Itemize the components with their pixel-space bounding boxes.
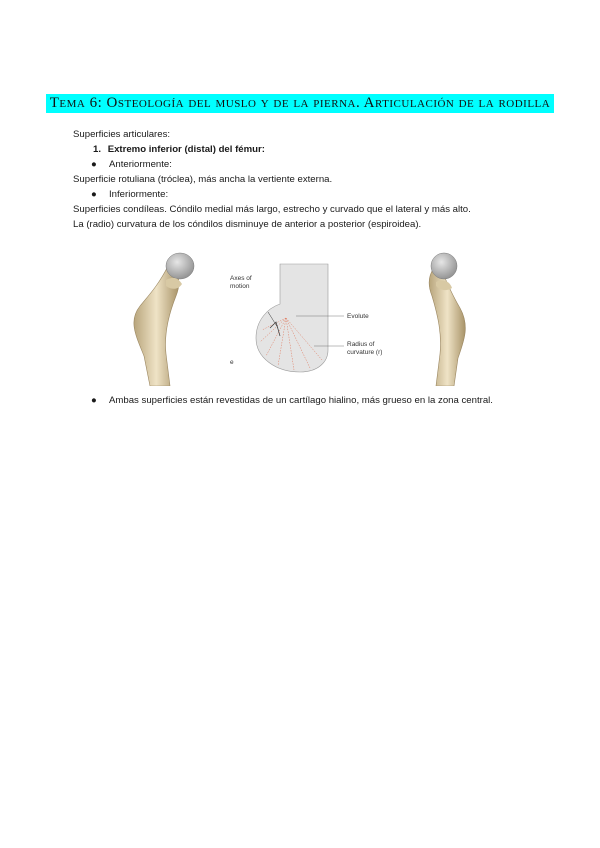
left-femur-image <box>134 253 194 386</box>
bullet-inferiormente <box>73 187 533 202</box>
femur-figure <box>118 246 486 386</box>
bullet-cartilago <box>91 393 528 408</box>
label-axes-1: Axes of <box>230 275 252 282</box>
label-letter: e <box>230 359 234 366</box>
label-evolute: Evolute <box>347 313 369 320</box>
label-radius-1: Radius of <box>347 341 375 348</box>
bullet-dot: ● <box>91 395 97 406</box>
right-femur-image <box>429 253 465 386</box>
item-number: 1. <box>93 144 102 155</box>
curvature-diagram <box>230 264 382 372</box>
paragraph-troclea: Superficie rotuliana (tróclea), más ancha la vertiente externa. <box>73 174 333 185</box>
bullet-anteriormente <box>73 157 533 172</box>
bullet-text: Anteriormente: <box>109 159 172 170</box>
femur-figure-svg <box>118 246 486 386</box>
numbered-item <box>73 142 533 157</box>
title-container <box>0 94 600 113</box>
paragraph-condileas: Superficies condíleas. Cóndilo medial más largo, estrecho y curvado que el lateral y más alto. <box>73 204 471 215</box>
bullet-dot: ● <box>91 159 97 170</box>
bullet-text: Ambas superficies están revestidas de un cartílago hialino, más grueso en la zona central. <box>109 395 493 406</box>
page-title: Tema 6: Osteología del muslo y de la pierna. Articulación de la rodilla <box>46 94 554 113</box>
bullet-dot: ● <box>91 189 97 200</box>
paragraph-curvatura: La (radio) curvatura de los cóndilos disminuye de anterior a posterior (espiroidea). <box>73 219 422 230</box>
label-axes-2: motion <box>230 283 250 290</box>
intro-text: Superficies articulares: <box>73 129 171 140</box>
label-radius-2: curvature (r) <box>347 349 383 356</box>
bullet-text: Inferiormente: <box>109 189 169 200</box>
content-block <box>73 127 533 232</box>
item-text: Extremo inferior (distal) del fémur: <box>107 144 265 155</box>
